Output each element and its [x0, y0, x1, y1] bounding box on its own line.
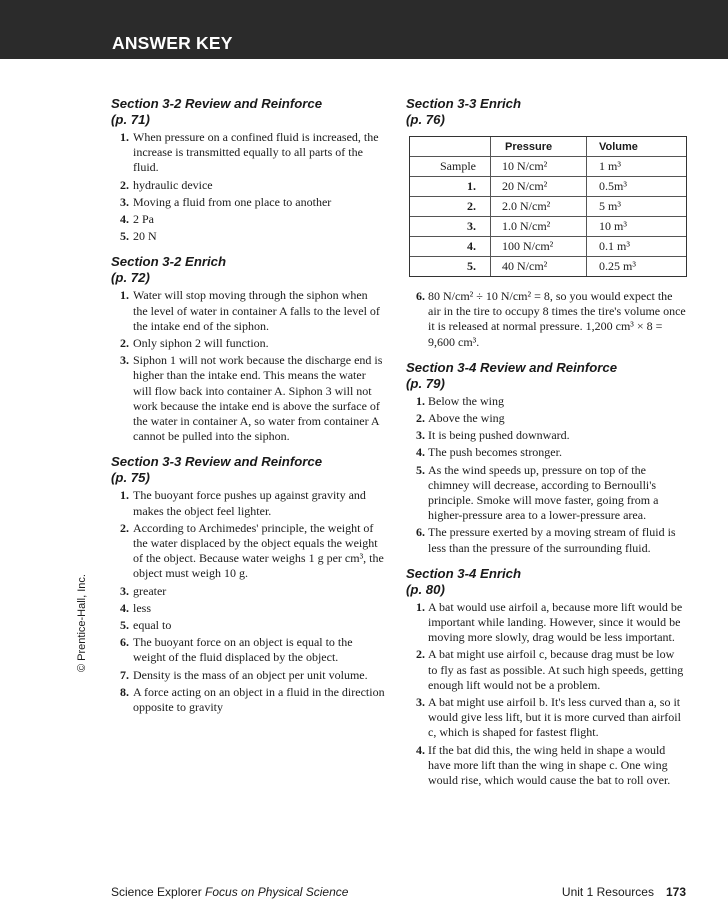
- item-text: The buoyant force pushes up against gravity and makes the object feel lighter.: [133, 488, 366, 518]
- item-text: Water will stop moving through the siphon when the level of water in container A falls to the level of the intake end of the siphon.: [133, 288, 380, 333]
- table-header-cell: Volume: [599, 141, 638, 153]
- answer-list: [111, 488, 385, 715]
- footer-page-info: [562, 885, 686, 899]
- section-3-2-enrich: [111, 254, 385, 444]
- table-cell: 5.: [410, 257, 491, 277]
- item-text: The pressure exerted by a moving stream of fluid is less than the pressure of the surrounding fluid.: [428, 525, 676, 555]
- table-cell: 5 m³: [587, 197, 687, 217]
- item-text: Only siphon 2 will function.: [133, 336, 269, 351]
- table-cell: 2.0 N/cm²: [491, 197, 587, 217]
- list-item: [111, 130, 385, 176]
- list-item: [406, 411, 686, 426]
- table-row: [410, 257, 686, 277]
- item-number: 2.: [120, 336, 129, 351]
- section-page-ref: (p. 72): [111, 270, 150, 286]
- section-page-ref: (p. 80): [406, 581, 445, 597]
- list-item: [406, 463, 686, 524]
- item-text: 2 Pa: [133, 212, 154, 227]
- item-text: hydraulic device: [133, 177, 213, 192]
- answer-list: [406, 394, 686, 556]
- item-text: 80 N/cm² ÷ 10 N/cm² = 8, so you would expect the air in the tire to occupy 8 times the tire's volume once it is released at normal pressure. 1,200 cm³ × 8 = 9,600 cm³.: [428, 289, 686, 349]
- list-item: [111, 212, 385, 227]
- item-number: 5.: [120, 618, 129, 633]
- section-3-2-review: [111, 96, 385, 244]
- item-number: 4.: [120, 600, 129, 615]
- table-cell: 10 m³: [587, 217, 687, 237]
- item-number: 6.: [416, 525, 425, 540]
- section-title: Section 3-2 Enrich: [111, 254, 227, 270]
- table-cell: 2.: [410, 197, 491, 217]
- item-text: A bat might use airfoil b. It's less curved than a, so it would give less lift, but it is more curved than airfoil c, which is shaped for fastest flight.: [428, 695, 681, 740]
- section-page-ref: (p. 79): [406, 375, 445, 391]
- footer-book-italic: Focus on Physical Science: [205, 885, 349, 899]
- list-item: [406, 695, 686, 741]
- table-row: [410, 197, 686, 217]
- section-title: Section 3-4 Review and Reinforce: [406, 359, 618, 375]
- item-text: As the wind speeds up, pressure on top of the chimney will decrease, according to Bernoulli's principle. Smoke will move faster, going from a higher-pressure area to a lower-pressure area.: [428, 462, 659, 523]
- item-number: 2.: [120, 520, 129, 535]
- list-item: [111, 229, 385, 244]
- table-cell: 1 m³: [587, 157, 687, 177]
- section-3-3-enrich: [406, 96, 686, 350]
- page-number: 173: [665, 885, 686, 899]
- list-item: [111, 668, 385, 683]
- list-item: [406, 445, 686, 460]
- item-number: 4.: [416, 445, 425, 460]
- list-item: [111, 353, 385, 444]
- item-number: 1.: [416, 599, 425, 614]
- section-page-ref: (p. 76): [406, 112, 445, 127]
- section-title: Section 3-3 Review and Reinforce: [111, 454, 323, 470]
- left-column: [111, 96, 385, 725]
- item-text: Siphon 1 will not work because the discharge end is higher than the intake end. This means the water will flow back into container A. Siphon 3 will not work because the intake end is above the surface of the water in container A, so water from container A cannot be pulled into the siphon.: [133, 353, 383, 444]
- section-3-4-enrich: [406, 566, 686, 788]
- list-item: [111, 635, 385, 665]
- table-cell: 4.: [410, 237, 491, 257]
- item-number: 3.: [120, 583, 129, 598]
- section-title: Section 3-3 Enrich: [406, 96, 522, 111]
- list-item: [111, 685, 385, 715]
- item-text: A force acting on an object in a fluid in the direction opposite to gravity: [133, 684, 385, 715]
- list-item: [406, 394, 686, 409]
- item-number: 6.: [416, 289, 425, 303]
- list-item: [111, 488, 385, 518]
- header-bar: [0, 0, 728, 59]
- section-page-ref: (p. 75): [111, 470, 150, 486]
- footer-unit: Unit 1 Resources: [561, 885, 654, 899]
- table-cell: Sample: [410, 157, 491, 177]
- item-number: 4.: [416, 742, 425, 757]
- list-item: [111, 336, 385, 351]
- list-item: [111, 584, 385, 599]
- item-text: According to Archimedes' principle, the weight of the water displaced by the object equals the weight of the object. Because water weighs 1 g per cm³, the object must weigh 10 g.: [133, 520, 384, 581]
- item-text: greater: [133, 583, 167, 598]
- table-row: [410, 237, 686, 257]
- item-text: Below the wing: [428, 393, 504, 408]
- table-row: [410, 177, 686, 197]
- item-text: When pressure on a confined fluid is increased, the increase is transmitted equally to all parts of the fluid.: [133, 130, 379, 175]
- item-number: 2.: [416, 411, 425, 426]
- item-text: 20 N: [133, 229, 157, 244]
- footer-book-title: [111, 885, 348, 899]
- list-item: [406, 600, 686, 646]
- item-number: 3.: [120, 194, 129, 209]
- section-title: Section 3-2 Review and Reinforce: [111, 96, 323, 111]
- list-item: [111, 288, 385, 334]
- item-number: 8.: [120, 684, 129, 699]
- answer-list: [406, 600, 686, 788]
- table-header-row: [410, 137, 686, 157]
- section-title: Section 3-4 Enrich: [406, 565, 522, 581]
- item-text: The buoyant force on an object is equal to the weight of the fluid displaced by the object.: [133, 635, 353, 665]
- section-3-4-review: [406, 360, 686, 556]
- item-number: 2.: [416, 647, 425, 662]
- table-row: [410, 157, 686, 177]
- list-item: [111, 618, 385, 633]
- item-number: 6.: [120, 635, 129, 650]
- item-number: 1.: [120, 130, 129, 144]
- table-cell: 0.5m³: [587, 177, 687, 197]
- pressure-volume-table: [409, 136, 687, 277]
- item-text: Moving a fluid from one place to another: [133, 194, 332, 209]
- table-cell: 1.0 N/cm²: [491, 217, 587, 237]
- item-text: It is being pushed downward.: [428, 428, 570, 443]
- item-text: equal to: [133, 618, 172, 633]
- answer-list: [111, 288, 385, 444]
- table-header-cell: Pressure: [491, 137, 587, 157]
- item-number: 5.: [416, 462, 425, 477]
- item-text: The push becomes stronger.: [428, 445, 562, 460]
- item-number: 3.: [416, 428, 425, 443]
- footer-book-prefix: Science Explorer: [111, 885, 206, 899]
- item-number: 1.: [416, 393, 425, 408]
- answer-list: [406, 289, 686, 350]
- table-cell: 1.: [410, 177, 491, 197]
- list-item: [111, 195, 385, 210]
- list-item: [406, 525, 686, 555]
- answer-list: [111, 130, 385, 244]
- list-item: [111, 521, 385, 582]
- item-number: 3.: [416, 695, 425, 710]
- table-cell: 10 N/cm²: [491, 157, 587, 177]
- item-number: 1.: [120, 488, 129, 503]
- page-title: ANSWER KEY: [112, 33, 233, 53]
- item-number: 7.: [120, 667, 129, 682]
- table-cell: 0.1 m³: [587, 237, 687, 257]
- table-cell: 0.25 m³: [587, 257, 687, 277]
- item-number: 4.: [120, 212, 129, 227]
- copyright-notice: © Prentice-Hall, Inc.: [76, 574, 88, 672]
- item-text: If the bat did this, the wing held in shape a would have more lift than the wing in shape c. One wing would rise, which would cause the bat to roll over.: [428, 742, 671, 788]
- table-cell: 40 N/cm²: [491, 257, 587, 277]
- right-column: [406, 96, 686, 798]
- item-text: A bat would use airfoil a, because more lift would be important while landing. However, since it would be moving more slowly, drag would be less important.: [428, 599, 683, 645]
- list-item: [111, 601, 385, 616]
- item-number: 2.: [120, 177, 129, 192]
- table-row: [410, 217, 686, 237]
- section-3-3-review: [111, 454, 385, 715]
- item-text: Density is the mass of an object per unit volume.: [133, 667, 368, 682]
- item-number: 3.: [120, 353, 129, 368]
- item-number: 5.: [120, 229, 129, 244]
- list-item: [406, 743, 686, 789]
- section-page-ref: (p. 71): [111, 112, 150, 127]
- item-number: 1.: [120, 288, 129, 303]
- table-cell: 20 N/cm²: [491, 177, 587, 197]
- item-text: less: [133, 600, 151, 615]
- item-text: A bat might use airfoil c, because drag must be low to fly as fast as possible. At such high speeds, getting enough lift would not be a problem.: [428, 647, 684, 692]
- table-cell: 100 N/cm²: [491, 237, 587, 257]
- list-item: [406, 289, 686, 350]
- table-cell: 3.: [410, 217, 491, 237]
- item-text: Above the wing: [428, 411, 505, 426]
- list-item: [406, 647, 686, 693]
- table-header-cell: [410, 137, 491, 157]
- list-item: [406, 428, 686, 443]
- list-item: [111, 178, 385, 193]
